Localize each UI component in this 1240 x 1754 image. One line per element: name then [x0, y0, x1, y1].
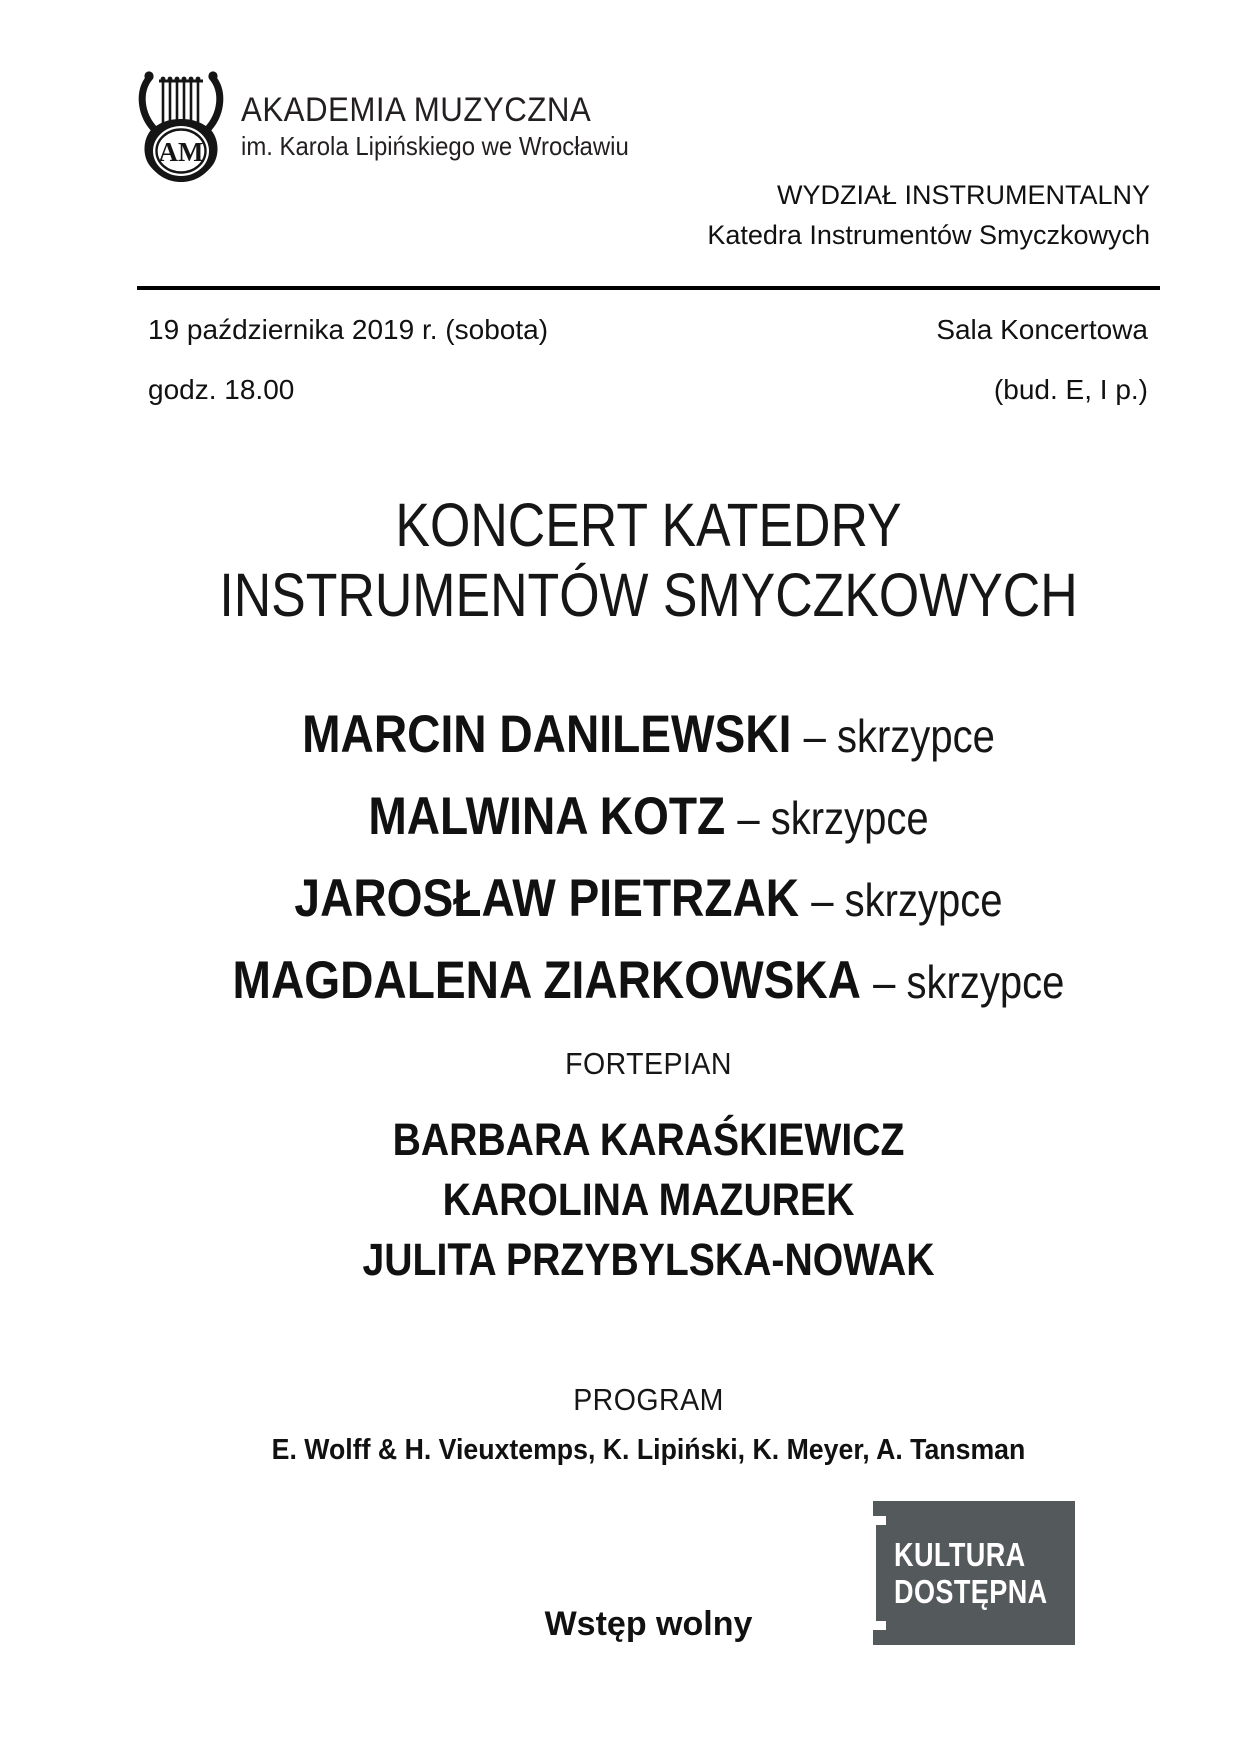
program-section	[137, 1382, 1160, 1467]
date-venue-row	[148, 314, 1148, 346]
pianists-list	[203, 1110, 1093, 1290]
performer-name: JAROSŁAW PIETRZAK	[294, 869, 800, 928]
concert-title-line1: KONCERT KATEDRY	[395, 491, 902, 559]
violinists-list	[203, 700, 1093, 1028]
performer-instrument: – skrzypce	[811, 874, 1003, 926]
header-divider	[137, 286, 1160, 290]
academy-brand-text	[241, 90, 629, 162]
performer-name: MAGDALENA ZIARKOWSKA	[232, 951, 861, 1010]
event-venue-detail: (bud. E, I p.)	[993, 374, 1148, 405]
time-building-row	[148, 374, 1148, 406]
kultura-logo-text	[894, 1536, 1048, 1610]
lyre-logo-icon	[135, 68, 227, 184]
academy-subtitle: im. Karola Lipińskiego we Wrocławiu	[241, 131, 629, 161]
kultura-logo-line1: KULTURA	[893, 1536, 1026, 1573]
performer-line	[203, 782, 1093, 864]
pianist-name: BARBARA KARAŚKIEWICZ	[392, 1114, 905, 1165]
piano-heading: FORTEPIAN	[565, 1046, 732, 1081]
performer-instrument: – skrzypce	[737, 792, 929, 844]
performer-line	[203, 946, 1093, 1028]
performer-name: MALWINA KOTZ	[368, 787, 726, 846]
performer-line	[203, 700, 1093, 782]
event-date: 19 października 2019 r. (sobota)	[148, 314, 549, 345]
svg-text:AM: AM	[158, 137, 204, 167]
event-time: godz. 18.00	[148, 374, 295, 405]
event-venue: Sala Koncertowa	[936, 314, 1148, 345]
program-composers: E. Wolff & H. Vieuxtemps, K. Lipiński, K. Meyer, A. Tansman	[271, 1434, 1026, 1466]
kultura-logo-line2: DOSTĘPNA	[893, 1573, 1048, 1610]
performer-instrument: – skrzypce	[803, 710, 995, 762]
performer-name: MARCIN DANILEWSKI	[302, 705, 792, 764]
chair-name: Katedra Instrumentów Smyczkowych	[707, 220, 1150, 250]
performer-instrument: – skrzypce	[873, 956, 1065, 1008]
performer-line	[203, 864, 1093, 946]
academy-name: AKADEMIA MUZYCZNA	[241, 91, 592, 129]
department-block	[707, 175, 1150, 255]
pianist-name: JULITA PRZYBYLSKA-NOWAK	[362, 1234, 935, 1285]
concert-title	[214, 490, 1084, 630]
piano-section	[137, 1046, 1160, 1290]
admission-note: Wstęp wolny	[544, 1605, 753, 1643]
academy-brand	[135, 68, 662, 184]
pianist-name: KAROLINA MAZUREK	[442, 1174, 855, 1225]
concert-title-line2: INSTRUMENTÓW SMYCZKOWYCH	[219, 561, 1078, 629]
faculty-name: WYDZIAŁ INSTRUMENTALNY	[776, 180, 1150, 210]
program-heading: PROGRAM	[573, 1382, 724, 1417]
